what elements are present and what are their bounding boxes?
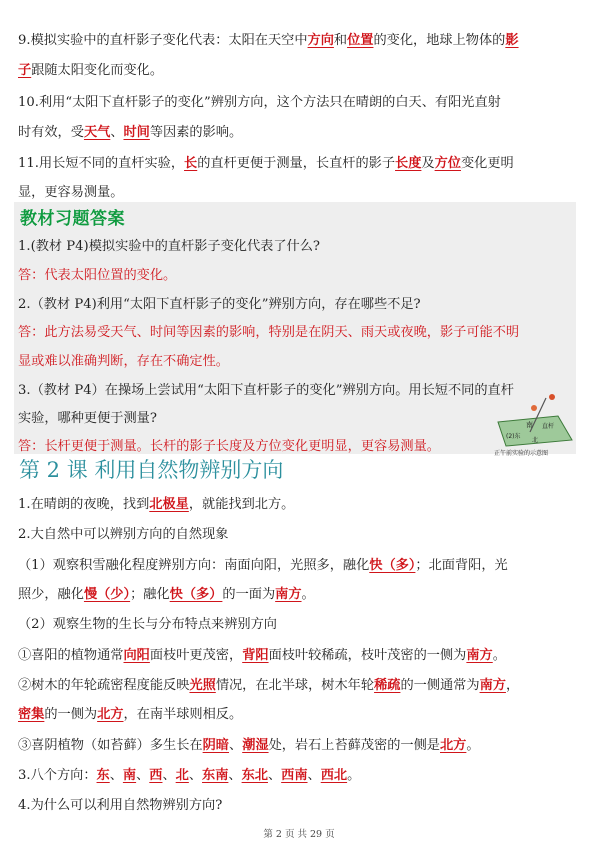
text: 、 (267, 768, 282, 783)
text: 显，更容易测量。 (18, 185, 124, 200)
keyword: 影 (505, 33, 519, 48)
figure-label-south: 南 (526, 421, 533, 429)
keyword: 北方 (97, 707, 124, 722)
lesson-point-b-cont (18, 700, 583, 729)
paragraph-9-cont (18, 56, 583, 85)
keyword: 东 (96, 768, 110, 783)
text: 3.（教材 P4）在操场上尝试用“太阳下直杆影子的变化”辨别方向。用长短不同的直杆 (18, 383, 514, 398)
text: 11.用长短不同的直杆实验， (18, 156, 185, 171)
lesson-point-a (18, 641, 583, 670)
text: 、 (229, 738, 243, 753)
keyword: 密集 (18, 707, 45, 722)
text: 。 (466, 738, 480, 753)
paragraph-9 (18, 26, 583, 55)
lesson-point-2-2 (18, 610, 583, 639)
figure-caption: 正午前实验的示意图 (494, 450, 549, 457)
text: 1.(教材 P4)模拟实验中的直杆影子变化代表了什么? (18, 239, 320, 254)
lesson-title: 第 2 课 利用自然物辨别方向 (19, 458, 284, 482)
keyword: 南方 (275, 587, 302, 602)
lesson-point-b (18, 671, 583, 700)
lesson-point-3 (18, 761, 583, 790)
section-title: 教材习题答案 (20, 209, 125, 229)
keyword: 快（多） (369, 558, 416, 573)
text: 照少，融化 (18, 587, 84, 602)
paragraph-11 (18, 149, 583, 178)
text: 的一侧通常为 (400, 678, 480, 693)
lesson-point-c (18, 731, 583, 760)
text: 、 (110, 125, 124, 140)
answer-label: 答： (18, 439, 45, 454)
text: 4.为什么可以利用自然物辨别方向? (18, 798, 223, 813)
shadow-experiment-figure (486, 394, 580, 458)
keyword: 潮湿 (242, 738, 269, 753)
keyword: 西北 (320, 768, 348, 783)
keyword: 南方 (466, 648, 493, 663)
text: 2.（教材 P4)利用“太阳下直杆影子的变化”辨别方向，存在哪些不足? (18, 297, 421, 312)
question-1 (18, 232, 583, 261)
lesson-point-2-1 (18, 551, 583, 580)
text: 面枝叶更茂密， (149, 648, 243, 663)
keyword: 南 (122, 768, 137, 783)
keyword: 方位 (434, 156, 461, 171)
answer-1 (18, 261, 583, 290)
keyword: 方向 (307, 33, 334, 48)
text: 、 (109, 768, 123, 783)
answer-text: 长杆更便于测量。长杆的影子长度及方位变化更明显，更容易测量。 (44, 439, 440, 454)
keyword: 北极星 (149, 497, 189, 512)
keyword: 天气 (83, 125, 111, 140)
text: 1.在晴朗的夜晚，找到 (18, 497, 150, 512)
keyword: 光照 (189, 678, 216, 693)
text: 情况，在北半球，树木年轮 (215, 678, 375, 693)
text: ①喜阳的植物通常 (18, 648, 124, 663)
keyword: 向阳 (123, 648, 150, 663)
keyword: 西 (149, 768, 163, 783)
lesson-point-2-1-cont (18, 580, 583, 609)
text: 、 (162, 768, 176, 783)
keyword: 东南 (202, 768, 229, 783)
text: ，就能找到北方。 (188, 497, 295, 512)
keyword: 北方 (440, 738, 467, 753)
text: 的直杆更便于测量，长直杆的影子 (197, 156, 396, 171)
text: 、 (136, 768, 150, 783)
answer-2 (18, 318, 583, 347)
figure-label-pole: 直杆 (542, 423, 555, 430)
keyword: 西南 (281, 768, 308, 783)
text: ②树木的年轮疏密程度能反映 (18, 678, 190, 693)
lesson-point-2 (18, 520, 583, 549)
paragraph-10 (18, 88, 583, 117)
text: 。 (492, 648, 506, 663)
text: ， (505, 678, 520, 693)
keyword: 快（多） (169, 587, 223, 602)
keyword: 稀疏 (374, 678, 401, 693)
text: 的一侧为 (44, 707, 98, 722)
keyword: 时间 (123, 125, 150, 140)
answer-text: 代表太阳位置的变化。 (44, 268, 177, 283)
text: 、 (188, 768, 203, 783)
text: 、 (307, 768, 321, 783)
text: 和 (333, 33, 348, 48)
lesson-point-4 (18, 791, 583, 820)
text: 10.利用“太阳下直杆影子的变化”辨别方向，这个方法只在晴朗的白天、有阳光直射 (18, 95, 501, 110)
figure-illustration (486, 394, 580, 458)
figure-label-east: (2)东 (506, 433, 521, 440)
answer-text: 此方法易受天气、时间等因素的影响，特别是在阴天、雨天或夜晚，影子可能不明 (44, 325, 520, 340)
text: ，在南半球则相反。 (123, 707, 243, 722)
text: 处，岩石上苔藓茂密的一侧是 (268, 738, 440, 753)
lesson-point-1 (18, 490, 583, 519)
text: 面枝叶较稀疏，枝叶茂密的一侧为 (268, 648, 467, 663)
text: 。 (347, 768, 361, 783)
text: （1）观察积雪融化程度辨别方向：南面向阳，光照多，融化 (18, 558, 370, 573)
keyword: 北 (175, 768, 189, 783)
figure-label-north: 北 (532, 437, 539, 444)
question-3-cont (18, 404, 483, 433)
text: 变化更明 (460, 156, 514, 171)
answer-label: 答： (18, 325, 45, 340)
text: 实验，哪种更便于测量? (18, 411, 157, 426)
answer-2-cont (18, 347, 583, 376)
text: ；北面背阳，光 (415, 558, 508, 573)
keyword: 慢（少） (83, 587, 131, 602)
text: 及 (421, 156, 435, 171)
page-footer: 第 2 页 共 29 页 (263, 829, 335, 840)
paragraph-10-cont (18, 118, 583, 147)
text: 的一面为 (222, 587, 276, 602)
keyword: 背阳 (242, 648, 269, 663)
text: ③喜阴植物（如苔藓）多生长在 (18, 738, 203, 753)
answer-label: 答： (18, 268, 45, 283)
keyword: 长 (184, 156, 198, 171)
text: ；融化 (130, 587, 170, 602)
text: 2.大自然中可以辨别方向的自然现象 (18, 527, 229, 542)
text: 等因素的影响。 (149, 125, 243, 140)
text: （2）观察生物的生长与分布特点来辨别方向 (18, 617, 277, 632)
text: 。 (301, 587, 315, 602)
keyword: 位置 (347, 33, 374, 48)
answer-text: 显或难以准确判断，存在不确定性。 (18, 354, 229, 369)
question-2 (18, 290, 583, 319)
keyword: 子 (18, 63, 32, 78)
keyword: 阴暗 (202, 738, 229, 753)
text: 、 (228, 768, 242, 783)
keyword: 长度 (395, 156, 422, 171)
text: 时有效，受 (18, 125, 84, 140)
text: 9.模拟实验中的直杆影子变化代表：太阳在天空中 (18, 33, 308, 48)
text: 3.八个方向： (18, 768, 97, 783)
keyword: 南方 (479, 678, 506, 693)
text: 的变化，地球上物体的 (373, 33, 506, 48)
keyword: 东北 (241, 768, 268, 783)
text: 跟随太阳变化而变化。 (31, 63, 164, 78)
